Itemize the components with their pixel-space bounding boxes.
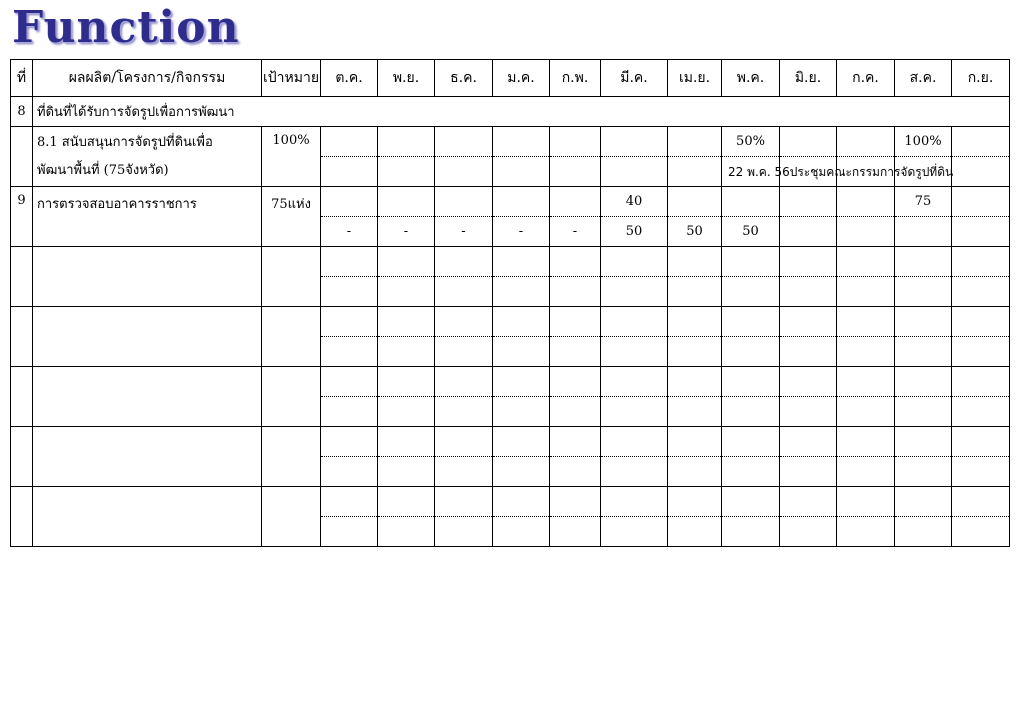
row-9-actual-nov: - [378,217,435,247]
row-9-target: 75แห่ง [262,187,321,247]
header-mar: มี.ค. [601,60,668,97]
row-8-1-target: 100% [262,127,321,187]
page-title: Function [12,2,240,53]
row-9-name: การตรวจสอบอาคารราชการ [33,187,262,247]
empty-row-4 [11,427,1010,457]
header-no: ที่ [11,60,33,97]
header-may: พ.ค. [722,60,780,97]
row-8-1-plan [11,127,1010,157]
row-8-1-plan-may: 50% [722,127,780,157]
header-jan: ม.ค. [493,60,550,97]
work-plan-table [10,59,1010,547]
header-sep: ก.ย. [952,60,1010,97]
empty-row-1 [11,247,1010,277]
header-jul: ก.ค. [837,60,895,97]
header-dec: ธ.ค. [435,60,493,97]
row-9-actual-feb: - [550,217,601,247]
row-9-no: 9 [11,187,33,247]
row-9-plan-aug: 75 [895,187,952,217]
row-9-plan [11,187,1010,217]
row-9-actual-jan: - [493,217,550,247]
empty-row-5 [11,487,1010,517]
empty-row-2 [11,307,1010,337]
row-8-1-name: 8.1 สนับสนุนการจัดรูปที่ดินเพื่อ พัฒนาพื้นที่ (75จังหวัด) [37,135,213,178]
row-9-actual-dec: - [435,217,493,247]
header-jun: มิ.ย. [780,60,837,97]
section-row-8 [11,97,1010,127]
empty-row-3 [11,367,1010,397]
header-output: ผลผลิต/โครงการ/กิจกรรม [33,60,262,97]
header-row [11,60,1010,97]
header-oct: ต.ค. [321,60,378,97]
row-9-actual-may: 50 [722,217,780,247]
header-aug: ส.ค. [895,60,952,97]
section-8-title: ที่ดินที่ได้รับการจัดรูปเพื่อการพัฒนา [33,97,1010,127]
row-9-actual-mar: 50 [601,217,668,247]
header-nov: พ.ย. [378,60,435,97]
row-9-actual-apr: 50 [668,217,722,247]
header-target: เป้าหมาย [262,60,321,97]
row-8-1-note: 22 พ.ค. 56ประชุมคณะกรรมการจัดรูปที่ดิน [728,165,954,179]
header-apr: เม.ย. [668,60,722,97]
row-8-1-plan-aug: 100% [895,127,952,157]
row-9-actual-oct: - [321,217,378,247]
section-8-no: 8 [11,97,33,127]
header-feb: ก.พ. [550,60,601,97]
row-9-plan-mar: 40 [601,187,668,217]
